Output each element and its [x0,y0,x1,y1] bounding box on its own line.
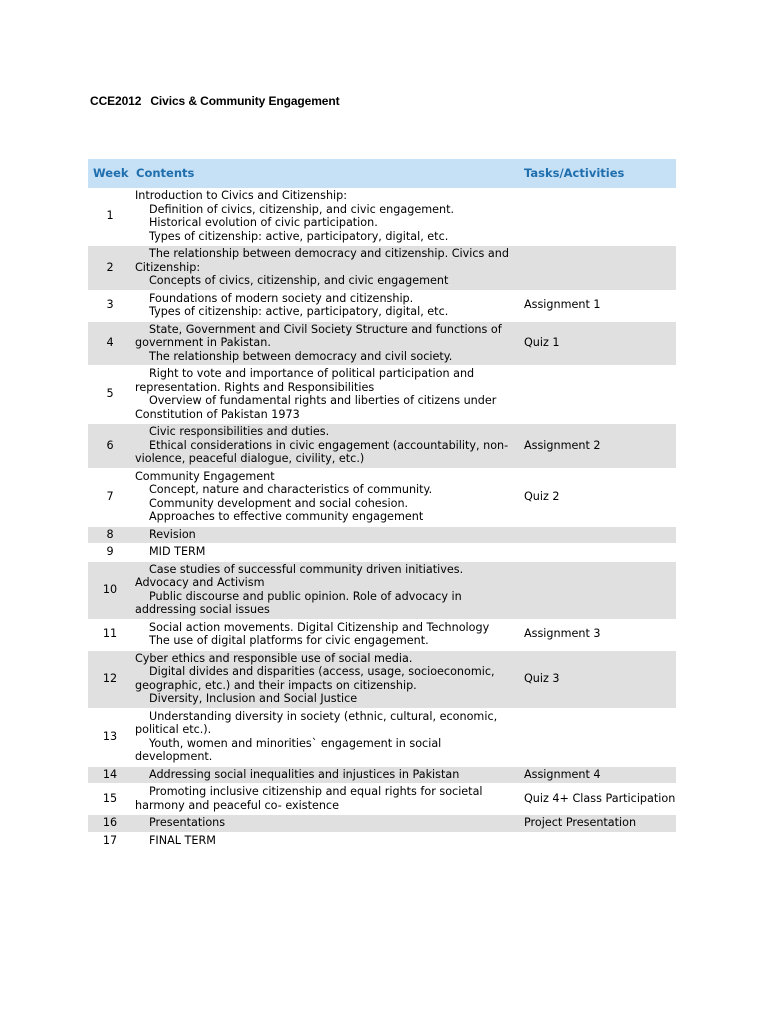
content-text: Digital divides and disparities (access, usage, socioeconomic, geographic, etc.) and their impacts on citizenship. [135,665,495,692]
content-text: Understanding diversity in society (ethnic, cultural, economic, political etc.). [135,709,498,736]
content-text: Right to vote and importance of political participation and representation. Rights and Responsibilities [135,367,475,394]
content-text: Presentations [149,816,226,829]
content-line [135,323,518,350]
week-cell: 16 [88,815,132,833]
contents-cell [132,321,520,366]
tasks-cell [520,188,676,246]
content-line [135,470,518,484]
content-text: Case studies of successful community driven initiatives. Advocacy and Activism [135,562,464,589]
content-text: Overview of fundamental rights and liberties of citizens under Constitution of Pakistan 1973 [135,394,497,421]
content-line [135,545,518,559]
contents-cell [132,366,520,424]
contents-cell [132,832,520,849]
week-cell: 13 [88,708,132,766]
week-cell: 4 [88,321,132,366]
week-cell: 17 [88,832,132,849]
content-text: Civic responsibilities and duties. [149,425,330,438]
contents-cell [132,815,520,833]
week-cell: 10 [88,561,132,619]
contents-cell [132,290,520,321]
content-line [135,425,518,439]
contents-cell [132,766,520,784]
content-line [135,216,518,230]
content-text: Concepts of civics, citizenship, and civic engagement [149,274,449,287]
content-line [135,394,518,421]
content-text: The relationship between democracy and civil society. [149,349,453,363]
content-text: Types of citizenship: active, participatory, digital, etc. [149,305,449,318]
tasks-cell: Quiz 3 [520,650,676,708]
content-line [135,439,518,466]
content-text: The relationship between democracy and citizenship. Civics and Citizenship: [135,247,509,274]
week-cell: 9 [88,544,132,562]
week-cell: 15 [88,784,132,815]
content-line [135,621,518,635]
table-row [88,561,676,619]
contents-cell [132,650,520,708]
content-line [135,563,518,590]
content-line [135,247,518,274]
content-text: Community Engagement [135,469,275,483]
tasks-cell: Project Presentation [520,815,676,833]
course-title: Civics & Community Engagement [150,94,340,108]
content-text: Public discourse and public opinion. Role of advocacy in addressing social issues [135,589,462,616]
tasks-cell: Assignment 2 [520,424,676,469]
contents-cell [132,708,520,766]
content-line [135,497,518,511]
content-text: Historical evolution of civic participation. [149,216,378,229]
content-text: Revision [149,527,196,541]
contents-cell [132,246,520,291]
tasks-cell: Quiz 1 [520,321,676,366]
contents-cell [132,188,520,246]
content-text: Cyber ethics and responsible use of social media. [135,651,413,665]
contents-cell [132,544,520,562]
table-row [88,708,676,766]
content-text: Types of citizenship: active, participatory, digital, etc. [149,229,449,243]
tasks-cell: Assignment 3 [520,619,676,650]
table-row [88,321,676,366]
tasks-cell [520,246,676,291]
header-contents: Contents [132,159,520,188]
content-text: Approaches to effective community engagement [149,510,424,523]
table-row [88,246,676,291]
week-cell: 12 [88,650,132,708]
tasks-cell: Assignment 4 [520,766,676,784]
content-line [135,590,518,617]
content-line [135,483,518,497]
table-row [88,468,676,526]
contents-cell [132,526,520,544]
content-line [135,203,518,217]
table-row [88,188,676,246]
contents-cell [132,468,520,526]
content-text: Foundations of modern society and citizenship. [149,291,414,305]
content-text: Ethical considerations in civic engagement (accountability, non-violence, peaceful dialogue, civility, etc.) [135,438,509,465]
table-row [88,832,676,849]
header-tasks: Tasks/Activities [520,159,676,188]
table-row [88,366,676,424]
content-line [135,367,518,394]
content-line [135,230,518,244]
week-cell: 2 [88,246,132,291]
table-header-row [88,159,676,188]
week-cell: 8 [88,526,132,544]
content-line [135,665,518,692]
content-text: The use of digital platforms for civic engagement. [149,634,429,647]
header-week: Week [88,159,132,188]
table-row [88,424,676,469]
content-line [135,528,518,542]
content-line [135,816,518,830]
content-line [135,189,518,203]
content-text: Introduction to Civics and Citizenship: [135,189,348,202]
contents-cell [132,784,520,815]
week-cell: 14 [88,766,132,784]
tasks-cell [520,526,676,544]
week-cell: 1 [106,209,114,223]
course-code: CCE2012 [90,94,142,108]
content-line [135,510,518,524]
week-cell: 7 [88,468,132,526]
content-line [135,834,518,848]
week-cell: 5 [88,366,132,424]
content-text: Definition of civics, citizenship, and civic engagement. [149,202,455,216]
content-text: Youth, women and minorities` engagement in social development. [135,736,442,763]
table-row [88,766,676,784]
tasks-cell [520,708,676,766]
content-text: Diversity, Inclusion and Social Justice [149,692,358,705]
content-line [135,292,518,306]
contents-cell [132,561,520,619]
content-line [135,350,518,364]
course-schedule-table [88,159,676,849]
tasks-cell: Assignment 1 [520,290,676,321]
table-row [88,526,676,544]
tasks-cell [520,832,676,849]
content-line [135,274,518,288]
contents-cell [132,619,520,650]
tasks-cell [520,561,676,619]
tasks-cell [520,366,676,424]
content-text: Addressing social inequalities and injustices in Pakistan [149,767,460,781]
content-line [135,710,518,737]
content-line [135,305,518,319]
content-line [135,785,518,812]
table-row [88,619,676,650]
tasks-cell: Quiz 4+ Class Participation [520,784,676,815]
content-text: State, Government and Civil Society Structure and functions of government in Pakistan. [135,322,502,349]
content-text: Community development and social cohesion. [149,496,409,510]
tasks-cell [520,544,676,562]
course-heading [90,94,339,108]
content-line [135,652,518,666]
content-text: MID TERM [149,545,206,558]
table-row [88,544,676,562]
table-row [88,815,676,833]
table-row [88,290,676,321]
week-cell: 3 [88,290,132,321]
table-row [88,650,676,708]
content-text: Social action movements. Digital Citizenship and Technology [149,620,490,634]
content-text: FINAL TERM [149,833,216,847]
content-line [135,692,518,706]
contents-cell [132,424,520,469]
content-text: Promoting inclusive citizenship and equal rights for societal harmony and peaceful co- existence [135,785,483,812]
week-cell: 6 [88,424,132,469]
content-text: Concept, nature and characteristics of community. [149,483,433,496]
week-cell: 11 [88,619,132,650]
table-row [88,784,676,815]
content-line [135,737,518,764]
content-line [135,634,518,648]
table-body [88,188,676,849]
tasks-cell: Quiz 2 [520,468,676,526]
content-line [135,768,518,782]
